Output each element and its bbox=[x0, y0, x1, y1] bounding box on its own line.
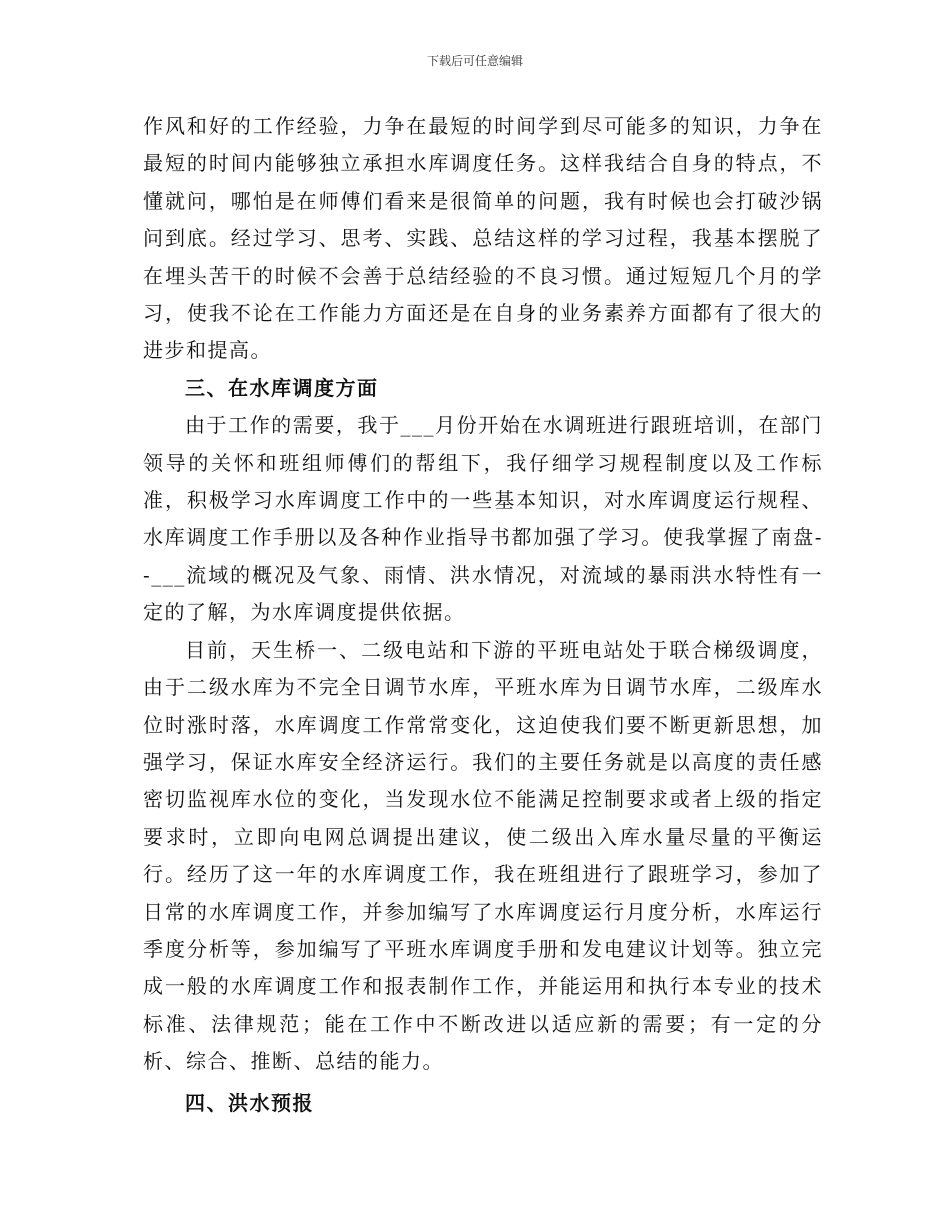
section-heading-reservoir-dispatch: 三、在水库调度方面 bbox=[185, 375, 379, 400]
paragraph-work-experience: 作风和好的工作经验，力争在最短的时间学到尽可能多的知识，力争在最短的时间内能够独立承担水库调度任务。这样我结合自身的特点，不懂就问，哪怕是在师傅们看来是很简单的问题，我有时候也会打破沙锅问到底。经过学习、思考、实践、总结这样的学习过程，我基本摆脱了在埋头苦干的时候不会善于总结经验的不良习惯。通过短短几个月的学习，使我不论在工作能力方面还是在自身的业务素养方面都有了很大的进步和提高。 bbox=[143, 114, 823, 363]
section-heading-flood-forecast: 四、洪水预报 bbox=[185, 1090, 314, 1115]
page-header-note: 下载后可任意编辑 bbox=[426, 54, 523, 68]
paragraph-training: 由于工作的需要，我于___月份开始在水调班进行跟班培训，在部门领导的关怀和班组师傅们的帮组下，我仔细学习规程制度以及工作标准，积极学习水库调度工作中的一些基本知识，对水库调度运行规程、水库调度工作手册以及各种作业指导书都加强了学习。使我掌握了南盘--___流域的概况及气象、雨情、洪水情况，对流域的暴雨洪水特性有一定的了解，为水库调度提供依据。 bbox=[143, 413, 823, 625]
document-body bbox=[143, 108, 823, 1122]
paragraph-current-operation: 目前，天生桥一、二级电站和下游的平班电站处于联合梯级调度，由于二级水库为不完全日调节水库，平班水库为日调节水库，二级库水位时涨时落，水库调度工作常常变化，这迫使我们要不断更新思想，加强学习，保证水库安全经济运行。我们的主要任务就是以高度的责任感密切监视库水位的变化，当发现水位不能满足控制要求或者上级的指定要求时，立即向电网总调提出建议，使二级出入库水量尽量的平衡运行。经历了这一年的水库调度工作，我在班组进行了跟班学习，参加了日常的水库调度工作，并参加编写了水库调度运行月度分析，水库运行季度分析等，参加编写了平班水库调度手册和发电建议计划等。独立完成一般的水库调度工作和报表制作工作，并能运用和执行本专业的技术标准、法律规范；能在工作中不断改进以适应新的需要；有一定的分析、综合、推断、总结的能力。 bbox=[143, 637, 823, 1074]
